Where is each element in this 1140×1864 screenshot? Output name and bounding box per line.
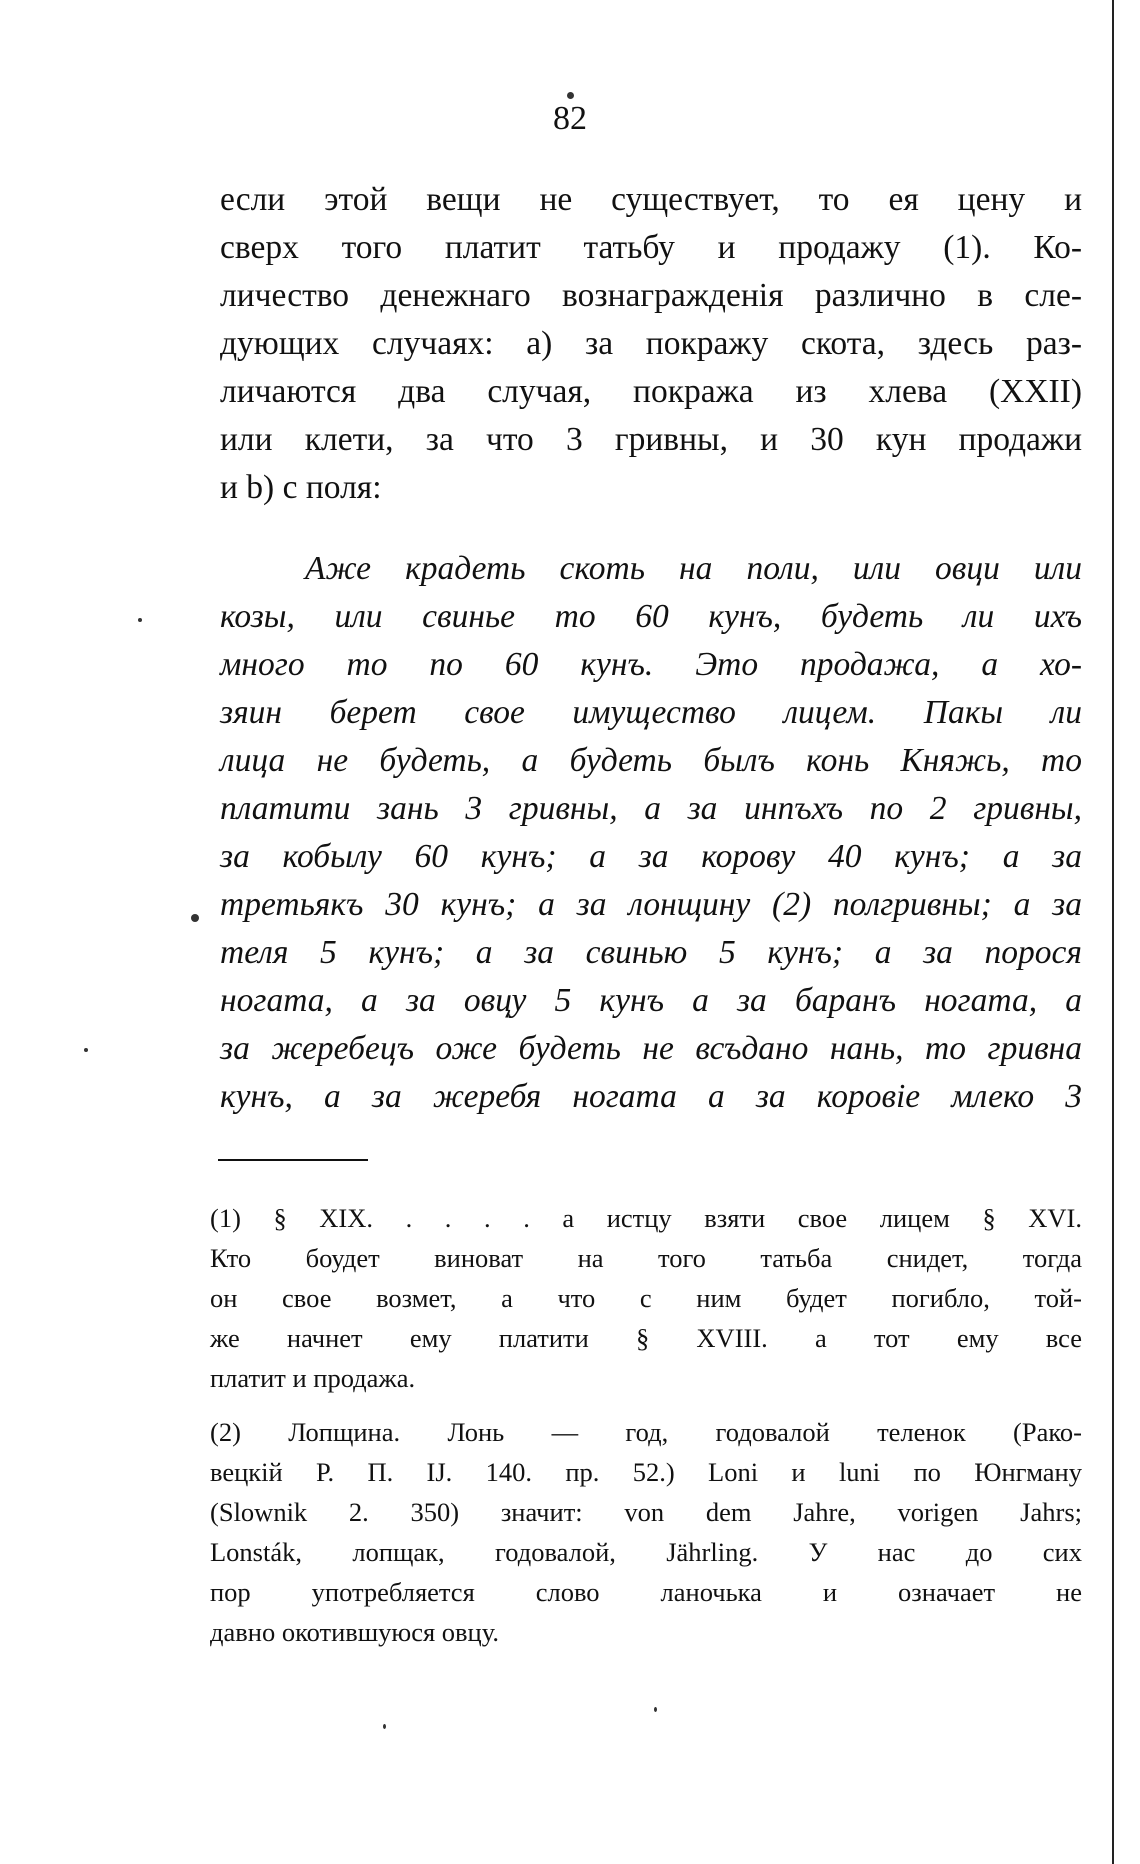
scan-speck (383, 1724, 386, 1729)
quote-line: за жеребецъ оже будеть не всъдано нань, то гривна (220, 1030, 1082, 1067)
quote-line: теля 5 кунъ; а за свинью 5 кунъ; а за порося (220, 934, 1082, 971)
scan-speck (567, 92, 574, 99)
scan-speck (191, 914, 199, 922)
footnote-line: (Slownik 2. 350) значит: von dem Jahre, vorigen Jahrs; (210, 1497, 1082, 1527)
page-number: 82 (553, 100, 587, 137)
footnote-line: давно окотившуюся овцу. (210, 1617, 499, 1647)
body-line: личаются два случая, покража из хлева (XXII) (220, 373, 1082, 410)
footnote-line: пор употребляется слово ланочька и означает не (210, 1577, 1082, 1607)
quote-line: третьякъ 30 кунъ; а за лонщину (2) полгривны; а за (220, 886, 1082, 923)
quoted-law-text (220, 545, 1082, 1121)
body-line: сверх того платит татьбу и продажу (1). Ко- (220, 229, 1082, 266)
quote-line: платити зань 3 гривны, а за инпъхъ по 2 гривны, (220, 790, 1082, 827)
footnote-line: (1) § XIX. . . . . а истцу взяти свое лицем § XVI. (210, 1203, 1082, 1233)
footnote-line: вецкiй Р. П. IJ. 140. пр. 52.) Loni и luni по Юнгману (210, 1457, 1082, 1487)
footnote-1 (210, 1198, 1082, 1398)
body-paragraph (220, 176, 1082, 512)
body-line: личество денежнаго вознагражденiя различно в сле- (220, 277, 1082, 314)
footnote-2 (210, 1412, 1082, 1652)
quote-line: козы, или свинье то 60 кунъ, будеть ли ихъ (220, 598, 1082, 635)
footnote-separator (218, 1159, 368, 1161)
body-line: дующих случаях: а) за покражу скота, здесь раз- (220, 325, 1082, 362)
quote-line: Аже крадеть скоть на поли, или овци или (305, 550, 1082, 587)
quote-line: много то по 60 кунъ. Это продажа, а хо- (220, 646, 1082, 683)
quote-line: лица не будеть, а будеть былъ конь Княжь, то (220, 742, 1082, 779)
footnote-line: он свое возмет, а что с ним будет погибло, той- (210, 1283, 1082, 1313)
footnote-line: платит и продажа. (210, 1363, 416, 1393)
scan-speck (138, 618, 142, 622)
scan-speck (654, 1707, 657, 1712)
quote-line: зяин берет свое имущество лицем. Пакы ли (220, 694, 1082, 731)
body-line: и b) с поля: (220, 469, 382, 506)
footnote-line: же начнет ему платити § XVIII. а тот ему все (210, 1323, 1082, 1353)
page-edge-line (1112, 0, 1114, 1864)
footnote-line: Lonsták, лопщак, годовалой, Jährling. У нас до сих (210, 1537, 1082, 1567)
footnote-line: (2) Лопщина. Лонь — год, годовалой теленок (Рако- (210, 1417, 1082, 1447)
footnote-line: Кто боудет виноват на того татьба снидет, тогда (210, 1243, 1082, 1273)
quote-line: за кобылу 60 кунъ; а за корову 40 кунъ; а за (220, 838, 1082, 875)
quote-line: ногата, а за овцу 5 кунъ а за баранъ ногата, а (220, 982, 1082, 1019)
quote-line: кунъ, а за жеребя ногата а за коровіе млеко 3 (220, 1078, 1082, 1115)
body-line: или клети, за что 3 гривны, и 30 кун продажи (220, 421, 1082, 458)
body-line: если этой вещи не существует, то ея цену и (220, 181, 1082, 218)
scan-speck (84, 1048, 88, 1052)
